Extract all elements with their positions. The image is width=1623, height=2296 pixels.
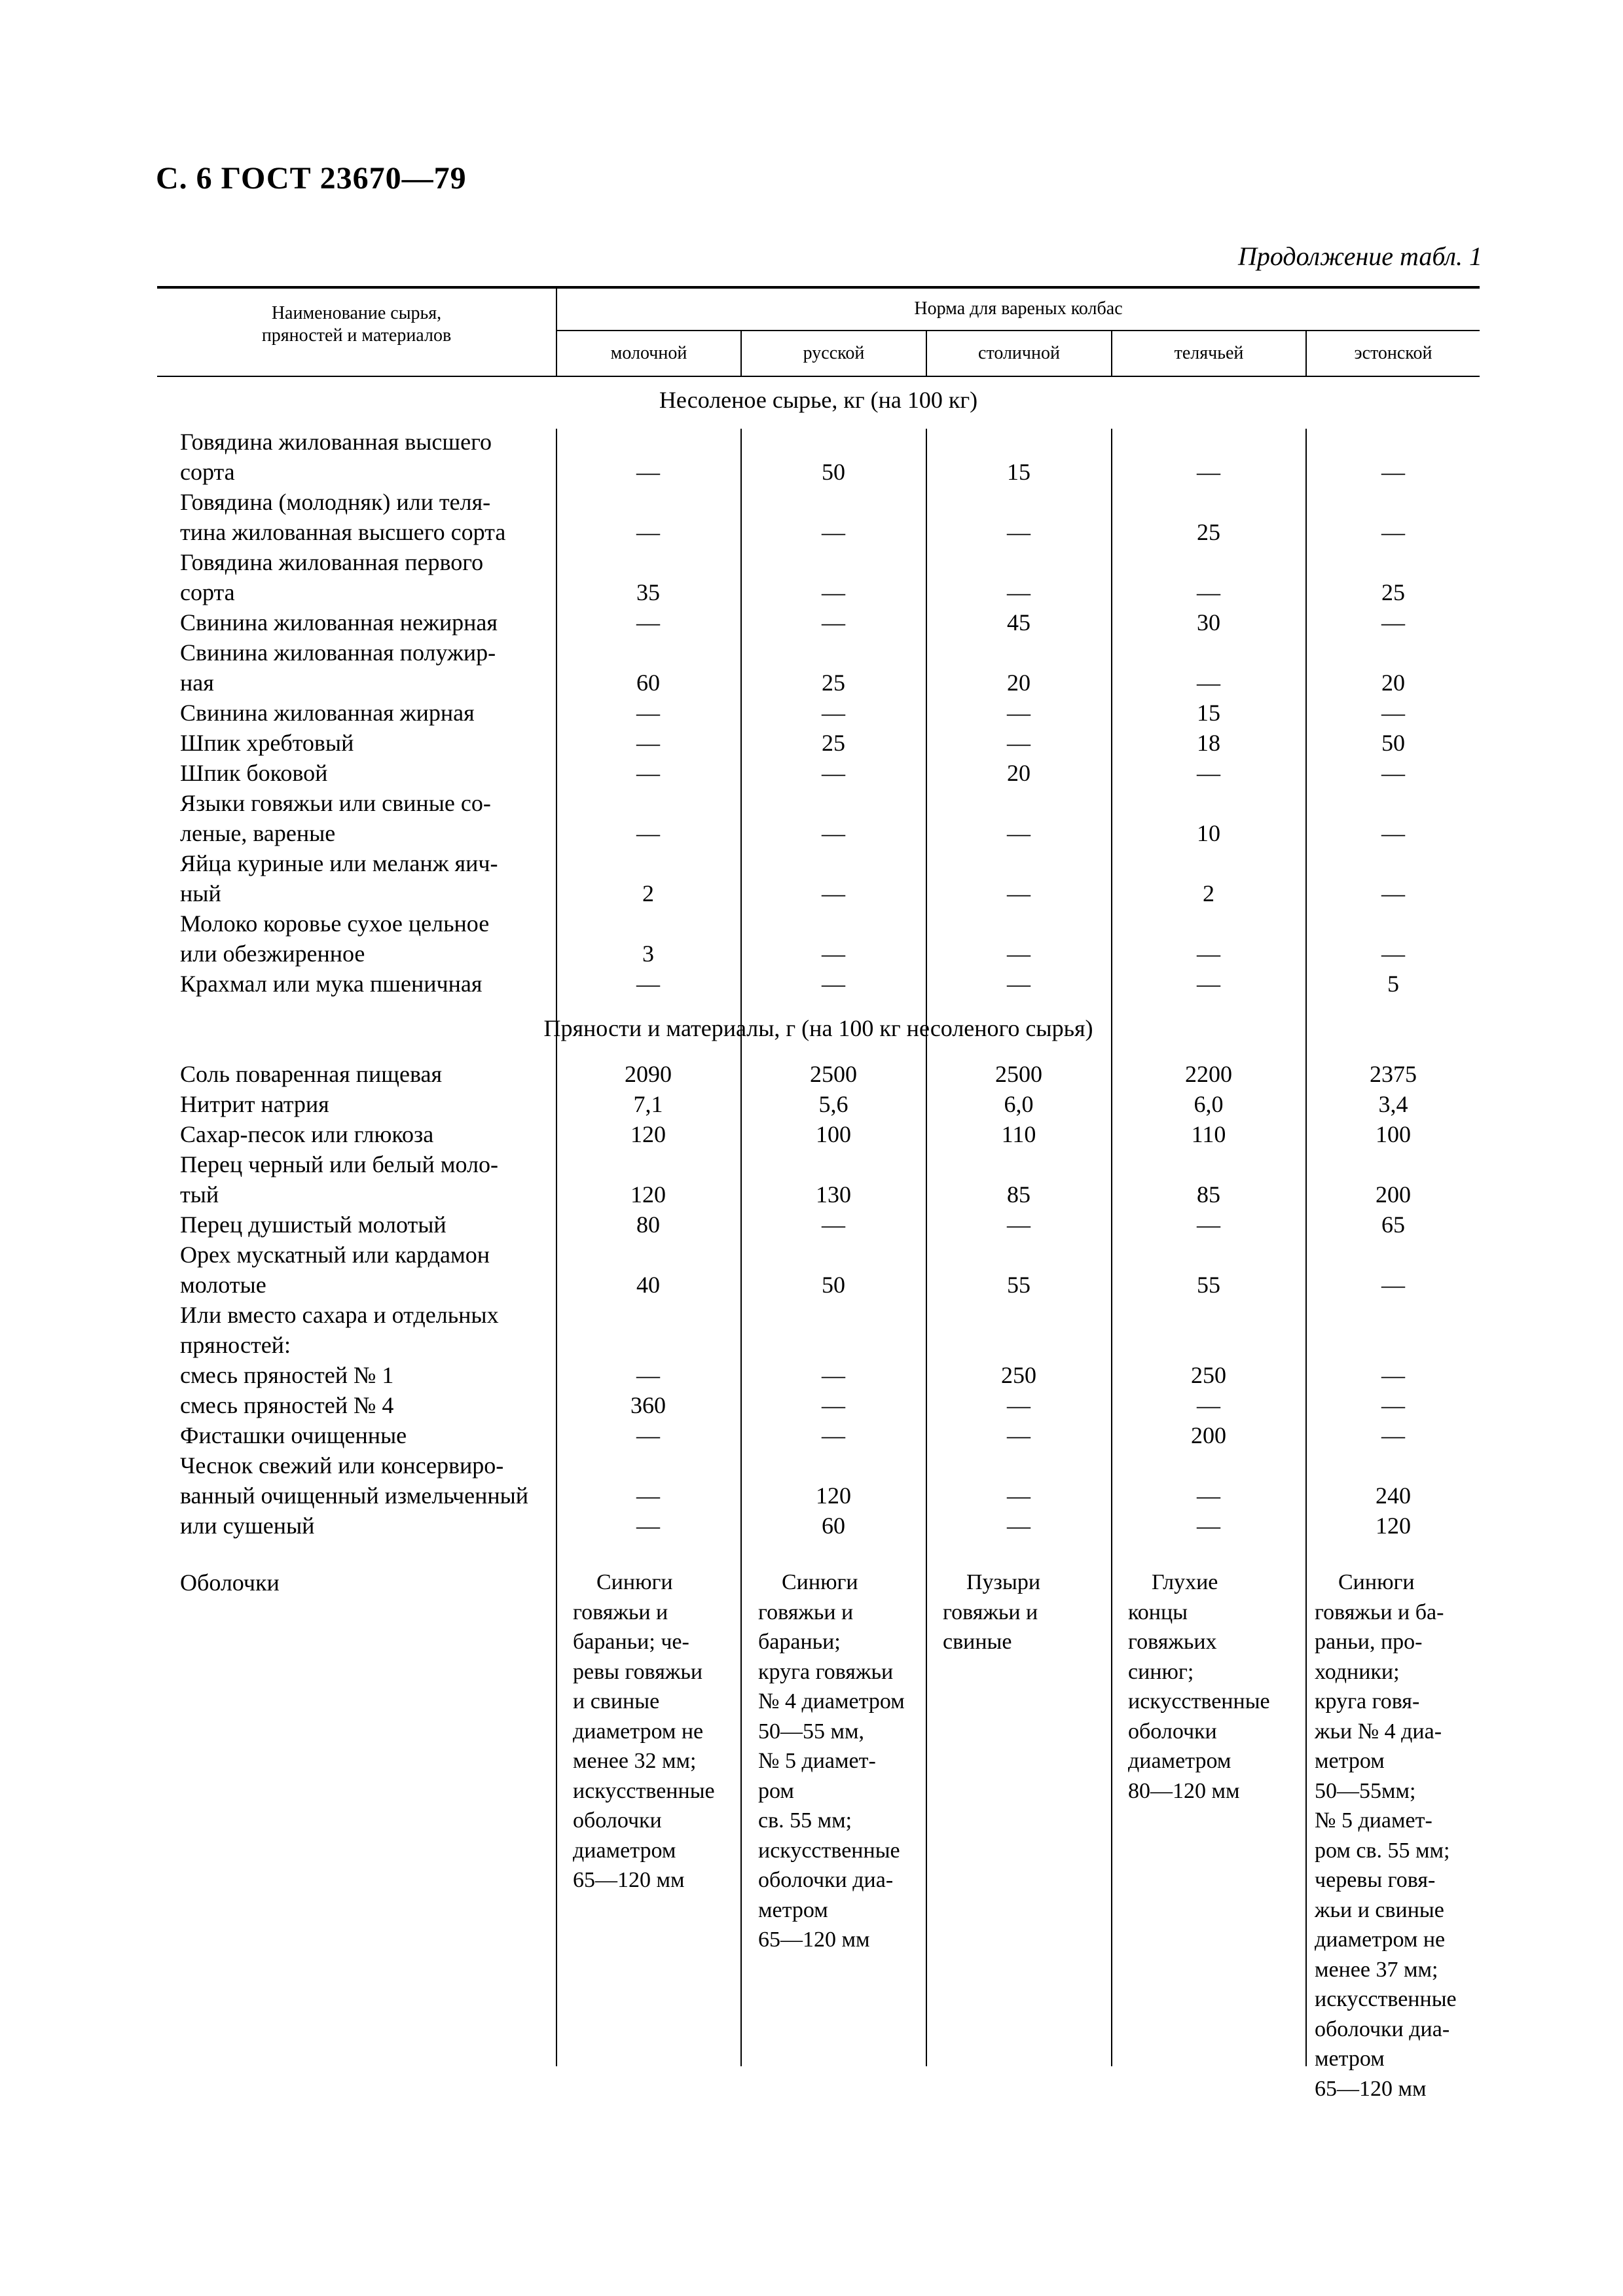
row-name-line: Говядина (молодняк) или теля- — [180, 489, 491, 515]
row-name — [180, 1240, 540, 1300]
cell-value: — — [1007, 1422, 1030, 1448]
cell-value: 60 — [636, 670, 660, 696]
cell-value: 120 — [816, 1482, 851, 1509]
cell-value: 20 — [1007, 760, 1030, 786]
cell-value: 2375 — [1370, 1061, 1417, 1087]
casing-line: и свиные — [573, 1689, 660, 1713]
casing-line: метром — [1315, 2047, 1385, 2071]
cell-value: — — [636, 519, 660, 545]
cell-value: 120 — [630, 1121, 666, 1147]
cell-value: 25 — [822, 730, 845, 756]
casing-line: свиные — [943, 1630, 1012, 1654]
row-name-line: леные, вареные — [180, 820, 336, 846]
row-name-line: Орех мускатный или кардамон — [180, 1242, 490, 1268]
table-top-rule — [157, 286, 1480, 289]
row-name-line: смесь пряностей № 4 — [180, 1392, 394, 1418]
row-name-line: Крахмал или мука пшеничная — [180, 971, 483, 997]
cell-value: — — [1007, 880, 1030, 906]
cell-value: — — [636, 1422, 660, 1448]
row-name-line: Фисташки очищенные — [180, 1422, 407, 1448]
row-name — [180, 698, 540, 728]
casing-line: № 5 диамет- — [1315, 1808, 1432, 1833]
casing-line: 50—55мм; — [1315, 1778, 1416, 1803]
col-name-header-line: Наименование сырья, — [271, 303, 442, 323]
row-name — [180, 1450, 540, 1511]
casings-label: Оболочки — [180, 1570, 280, 1596]
cell-value: 100 — [816, 1121, 851, 1147]
casing-line: оболочки диа- — [1315, 2017, 1450, 2041]
cell-value: — — [636, 1362, 660, 1388]
cell-value: — — [1007, 1482, 1030, 1509]
row-name-line: Нитрит натрия — [180, 1091, 329, 1117]
cell-value: 18 — [1197, 730, 1220, 756]
row-name-line: Шпик боковой — [180, 760, 328, 786]
casing-line: 65—120 мм — [758, 1928, 870, 1952]
cell-value: 60 — [822, 1513, 845, 1539]
casing-line: менее 32 мм; — [573, 1749, 697, 1773]
row-name-line: Говядина жилованная первого — [180, 549, 484, 575]
casing-line: круга говяжьи — [758, 1659, 894, 1684]
cell-value: 200 — [1376, 1181, 1411, 1208]
cell-value: — — [1197, 1482, 1220, 1509]
cell-value: — — [1381, 1392, 1405, 1418]
cell-value: — — [1007, 1392, 1030, 1418]
casing-line: св. 55 мм; — [758, 1808, 852, 1833]
row-name — [180, 1511, 540, 1541]
row-name — [180, 1210, 540, 1240]
cell-value: — — [822, 609, 845, 636]
row-name-line: Сахар-песок или глюкоза — [180, 1121, 434, 1147]
cell-value: 25 — [1197, 519, 1220, 545]
cell-value: — — [1197, 760, 1220, 786]
casing-line: говяжьи и — [573, 1600, 668, 1624]
cell-value: — — [1197, 1211, 1220, 1238]
row-name — [180, 1119, 540, 1149]
row-name-line: Перец душистый молотый — [180, 1211, 447, 1238]
casing-line: круга говя- — [1315, 1689, 1420, 1713]
cell-value: — — [822, 971, 845, 997]
casing-line: 80—120 мм — [1128, 1778, 1240, 1803]
column-divider — [1111, 429, 1112, 2066]
cell-value: 30 — [1197, 609, 1220, 636]
casing-line: диаметром не — [573, 1719, 704, 1744]
col-header-molochnoy: молочной — [610, 343, 687, 363]
row-name-line: Говядина жилованная высшего — [180, 429, 492, 455]
cell-value: — — [1007, 1513, 1030, 1539]
casing-line: жьи и свиные — [1315, 1897, 1444, 1922]
cell-value: — — [1197, 1392, 1220, 1418]
row-name-line: Яйца куриные или меланж яич- — [180, 850, 498, 876]
row-name-line: Свинина жилованная жирная — [180, 700, 475, 726]
casing-description — [943, 1568, 1114, 1657]
cell-value: — — [1197, 459, 1220, 485]
casing-line: 65—120 мм — [1315, 2076, 1427, 2101]
cell-value: 2 — [642, 880, 654, 906]
cell-value: 120 — [630, 1181, 666, 1208]
casing-line: искусственные — [573, 1778, 715, 1803]
cell-value: — — [1197, 971, 1220, 997]
section-title: Пряности и материалы, г (на 100 кг несоленого сырья) — [543, 1015, 1093, 1041]
cell-value: — — [1381, 1272, 1405, 1298]
cell-value: 25 — [822, 670, 845, 696]
row-name-line: Чеснок свежий или консервиро- — [180, 1452, 504, 1479]
cell-value: 250 — [1001, 1362, 1036, 1388]
cell-value: 6,0 — [1194, 1091, 1224, 1117]
col-name-header-line: пряностей и материалов — [261, 325, 452, 346]
casing-line: № 5 диамет- — [758, 1749, 876, 1773]
cell-value: — — [822, 1392, 845, 1418]
cell-value: — — [822, 1422, 845, 1448]
cell-value: 65 — [1381, 1211, 1405, 1238]
casing-line: Глухие — [1152, 1570, 1218, 1594]
row-name — [180, 1149, 540, 1210]
cell-value: — — [1007, 971, 1030, 997]
casing-line: ром — [758, 1778, 794, 1803]
cell-value: — — [636, 971, 660, 997]
row-name-line: тина жилованная высшего сорта — [180, 519, 506, 545]
cell-value: — — [1197, 1513, 1220, 1539]
row-name — [180, 1059, 540, 1089]
cell-value: 10 — [1197, 820, 1220, 846]
row-name — [180, 1390, 540, 1420]
row-name — [180, 427, 540, 487]
cell-value: 85 — [1007, 1181, 1030, 1208]
casing-line: оболочки — [573, 1808, 662, 1833]
row-name-line: сорта — [180, 579, 235, 605]
cell-value: — — [1007, 941, 1030, 967]
casing-line: диаметром не — [1315, 1928, 1446, 1952]
row-name-line: пряностей: — [180, 1332, 291, 1358]
cell-value: — — [822, 820, 845, 846]
cell-value: — — [1007, 519, 1030, 545]
casing-description — [1128, 1568, 1300, 1806]
cell-value: — — [1381, 609, 1405, 636]
cell-value: — — [1007, 820, 1030, 846]
cell-value: 50 — [822, 459, 845, 485]
casing-line: менее 37 мм; — [1315, 1957, 1438, 1982]
casing-line: концы — [1128, 1600, 1188, 1624]
cell-value: — — [1381, 700, 1405, 726]
col-header-russkoy: русской — [803, 343, 865, 363]
casing-line: диаметром — [573, 1838, 676, 1863]
casing-line: говяжьих — [1128, 1630, 1217, 1654]
cell-value: 7,1 — [633, 1091, 663, 1117]
casing-line: искусственные — [1315, 1987, 1457, 2011]
casing-line: Синюги — [782, 1570, 858, 1594]
casing-line: ревы говяжьи — [573, 1659, 703, 1684]
col-header-stolichnoy: столичной — [978, 343, 1060, 363]
cell-value: 45 — [1007, 609, 1030, 636]
casing-line: метром — [1315, 1749, 1385, 1773]
row-name — [180, 908, 540, 969]
row-name-line: Шпик хребтовый — [180, 730, 354, 756]
row-name-line: или сушеный — [180, 1513, 315, 1539]
row-name-line: Языки говяжьи или свиные со- — [180, 790, 491, 816]
cell-value: — — [636, 609, 660, 636]
row-name-line: Свинина жилованная полужир- — [180, 639, 496, 666]
row-name — [180, 1360, 540, 1390]
cell-value: — — [1007, 730, 1030, 756]
casing-description — [1315, 1568, 1486, 2104]
cell-value: 3 — [642, 941, 654, 967]
casing-line: Синюги — [1338, 1570, 1415, 1594]
cell-value: 25 — [1381, 579, 1405, 605]
cell-value: — — [1007, 579, 1030, 605]
casing-line: говяжьи и — [758, 1600, 854, 1624]
cell-value: — — [1197, 670, 1220, 696]
row-name — [180, 1300, 540, 1360]
cell-value: 360 — [630, 1392, 666, 1418]
cell-value: 110 — [1191, 1121, 1226, 1147]
row-name-line: Или вместо сахара и отдельных — [180, 1302, 499, 1328]
cell-value: — — [822, 941, 845, 967]
casing-line: говяжьи и — [943, 1600, 1038, 1624]
cell-value: — — [636, 1513, 660, 1539]
casing-line: раньи, про- — [1315, 1630, 1423, 1654]
row-name — [180, 758, 540, 788]
casing-line: Пузыри — [966, 1570, 1041, 1594]
cell-value: 55 — [1197, 1272, 1220, 1298]
cell-value: — — [1007, 1211, 1030, 1238]
row-name-line: смесь пряностей № 1 — [180, 1362, 394, 1388]
row-name-line: Свинина жилованная нежирная — [180, 609, 498, 636]
cell-value: 20 — [1007, 670, 1030, 696]
cell-value: 40 — [636, 1272, 660, 1298]
row-name-line: молотые — [180, 1272, 266, 1298]
row-name — [180, 637, 540, 698]
cell-value: — — [1197, 579, 1220, 605]
col-header-estonskoy: эстонской — [1354, 343, 1432, 363]
cell-value: — — [1381, 820, 1405, 846]
cell-value: 120 — [1376, 1513, 1411, 1539]
cell-value: 20 — [1381, 670, 1405, 696]
cell-value: — — [1007, 700, 1030, 726]
casing-description — [758, 1568, 930, 1955]
cell-value: — — [636, 459, 660, 485]
row-name-line: ный — [180, 880, 221, 906]
row-name — [180, 848, 540, 908]
cell-value: 50 — [1381, 730, 1405, 756]
cell-value: — — [822, 880, 845, 906]
row-name — [180, 788, 540, 848]
col-header-telyachyey: телячьей — [1174, 343, 1244, 363]
casing-line: синюг; — [1128, 1659, 1194, 1684]
cell-value: 85 — [1197, 1181, 1220, 1208]
cell-value: — — [1381, 519, 1405, 545]
cell-value: 2 — [1203, 880, 1214, 906]
cell-value: — — [636, 760, 660, 786]
norm-header: Норма для вареных колбас — [914, 298, 1123, 319]
col-name-header — [157, 302, 556, 347]
row-name-line: ная — [180, 670, 214, 696]
casing-line: бараньи; че- — [573, 1630, 689, 1654]
cell-value: — — [1381, 941, 1405, 967]
section-title: Несоленое сырье, кг (на 100 кг) — [659, 387, 978, 413]
row-name — [180, 487, 540, 547]
cell-value: — — [822, 1211, 845, 1238]
cell-value: 2090 — [625, 1061, 672, 1087]
row-name-line: тый — [180, 1181, 219, 1208]
cell-value: 130 — [816, 1181, 851, 1208]
row-name — [180, 547, 540, 607]
cell-value: 3,4 — [1378, 1091, 1408, 1117]
cell-value: — — [822, 700, 845, 726]
cell-value: — — [822, 519, 845, 545]
cell-value: 2500 — [995, 1061, 1042, 1087]
row-name — [180, 1420, 540, 1450]
casing-line: оболочки диа- — [758, 1868, 894, 1892]
casing-line: 65—120 мм — [573, 1868, 685, 1892]
cell-value: 250 — [1191, 1362, 1226, 1388]
row-name — [180, 969, 540, 999]
table-continuation-label: Продолжение табл. 1 — [1237, 242, 1482, 271]
cell-value: 50 — [822, 1272, 845, 1298]
cell-value: 2500 — [810, 1061, 857, 1087]
casing-line: черевы говя- — [1315, 1868, 1436, 1892]
page-header: С. 6 ГОСТ 23670—79 — [156, 161, 467, 196]
cell-value: 80 — [636, 1211, 660, 1238]
row-name-line: сорта — [180, 459, 235, 485]
row-name-line: или обезжиренное — [180, 941, 365, 967]
cell-value: 15 — [1007, 459, 1030, 485]
cell-value: — — [1381, 880, 1405, 906]
cell-value: — — [636, 1482, 660, 1509]
cell-value: — — [1197, 941, 1220, 967]
cell-value: — — [822, 760, 845, 786]
casing-line: искусственные — [1128, 1689, 1270, 1713]
cell-value: 200 — [1191, 1422, 1226, 1448]
header-bottom-rule — [157, 376, 1480, 377]
row-name — [180, 1089, 540, 1119]
cell-value: 55 — [1007, 1272, 1030, 1298]
cell-value: — — [636, 820, 660, 846]
cell-value: — — [822, 579, 845, 605]
casing-line: искусственные — [758, 1838, 900, 1863]
row-name-line: Перец черный или белый моло- — [180, 1151, 499, 1177]
cell-value: — — [822, 1362, 845, 1388]
cell-value: 6,0 — [1004, 1091, 1034, 1117]
cell-value: — — [1381, 760, 1405, 786]
row-name-line: Соль поваренная пищевая — [180, 1061, 443, 1087]
casing-line: метром — [758, 1897, 828, 1922]
cell-value: 240 — [1376, 1482, 1411, 1509]
casing-line: бараньи; — [758, 1630, 841, 1654]
cell-value: — — [1381, 1422, 1405, 1448]
row-name-line: Молоко коровье сухое цельное — [180, 910, 490, 937]
row-name-line: ванный очищенный измельченный — [180, 1482, 529, 1509]
header-sub-rule — [556, 330, 1480, 331]
cell-value: 5 — [1387, 971, 1399, 997]
cell-value: 5,6 — [818, 1091, 848, 1117]
casing-line: жьи № 4 диа- — [1315, 1719, 1442, 1744]
cell-value: 35 — [636, 579, 660, 605]
casing-line: Синюги — [596, 1570, 673, 1594]
cell-value: 110 — [1001, 1121, 1036, 1147]
casing-line: говяжьи и ба- — [1315, 1600, 1444, 1624]
casing-description — [573, 1568, 744, 1895]
column-divider — [1305, 429, 1307, 2066]
casing-line: оболочки — [1128, 1719, 1217, 1744]
row-name — [180, 728, 540, 758]
cell-value: 100 — [1376, 1121, 1411, 1147]
cell-value: — — [636, 730, 660, 756]
cell-value: 15 — [1197, 700, 1220, 726]
column-divider — [556, 429, 557, 2066]
cell-value: — — [636, 700, 660, 726]
casing-line: 50—55 мм, — [758, 1719, 865, 1744]
casing-line: № 4 диаметром — [758, 1689, 905, 1713]
casing-line: ходники; — [1315, 1659, 1400, 1684]
cell-value: — — [1381, 459, 1405, 485]
cell-value: — — [1381, 1362, 1405, 1388]
cell-value: 2200 — [1185, 1061, 1232, 1087]
casing-line: ром св. 55 мм; — [1315, 1838, 1450, 1863]
row-name — [180, 607, 540, 637]
casing-line: диаметром — [1128, 1749, 1231, 1773]
